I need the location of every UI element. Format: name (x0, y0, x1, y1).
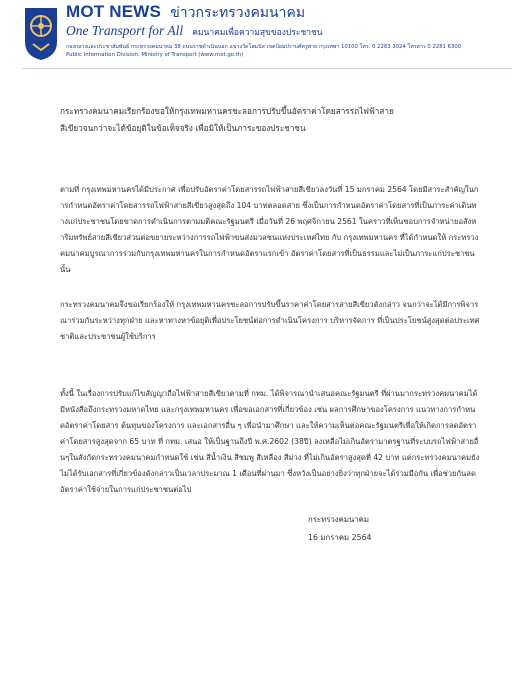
paragraph-2: กระทรวงคมนาคมจึงขอเรียกร้องให้ กรุงเทพมหานครชะลอการปรับขึ้นราคาค่าโดยสารสายสีเขียวดังกล่าว จนกว่าจะได้มีการพิจารณาร่วมกันระหว่างทุกฝ่าย และหาทางหาข้อยุติเพื่อประโยชน์ต่อการดำเนินโครงการ บริหารจัดการ ที่เป็นประโยชน์สูงสุดต่อประเทศชาติและประชาชนผู้ใช้บริการ (60, 300, 480, 341)
letterhead (0, 0, 526, 70)
brand-title: MOT NEWS (66, 2, 162, 21)
tagline: One Transport for All (66, 23, 184, 38)
paragraph-3: ทั้งนี้ ในเรื่องการปรับแก้ไขสัญญาถือไฟฟ้าสายสีเขียวตามที่ กทม. ได้พิจารณานำเสนอคณะรัฐมนตรี ที่ผ่านมากระทรวงคมนาคมได้มีหนังสือถึงกระทรวงมหาดไทย และกรุงเทพมหานคร เพื่อขอเอกสารที่เกี่ยวข้อง เช่น ผลการศึกษาของโครงการ แนวทางการกำหนดอัตราค่าโดยสาร ต้นทุนของโครงการ และเอกสารอื่น ๆ เพื่อนำมาศึกษา และให้ความเห็นต่อคณะรัฐมนตรีเพื่อให้เกิดการลดอัตราค่าโดยสารสูงสุดจาก 65 บาท ที่ กทม. เสนอ ให้เป็นฐานถึงปี พ.ศ.2602 (38ปี) ลงเหลือไม่เกินอัตรามาตรฐานที่ระบบรถไฟฟ้าสายอื่นๆในสังกัดกระทรวงคมนาคมกำหนดใช้ เช่น สีน้ำเงิน สีชมพู สีเหลือง สีม่วง ที่ไม่เกินอัตราสูงสุดที่ 42 บาท แต่กระทรวงคมนาคมยังไม่ได้รับเอกสารที่เกี่ยวข้องดังกล่าวเป็นเวลาประมาณ 1 เดือนที่ผ่านมา ซึ่งหวังเป็นอย่างยิ่งว่าทุกฝ่ายจะได้ร่วมมือกัน เพื่อช่วยกันลดอัตราค่าใช้จ่ายในการแก่ประชาชนต่อไป (60, 389, 480, 494)
paragraph-1: ตามที่ กรุงเทพมหานครได้มีประกาศ เพื่อปรับอัตราค่าโดยสารรถไฟฟ้าสายสีเขียวลงวันที่ 15 มกราคม 2564 โดยมีสาระสำคัญในการกำหนดอัตราค่าโดยสารรถไฟฟ้าสายสีเขียวสูงสุดถึง 104 บาทตลอดสาย ซึ่งเป็นการกำหนดอัตราค่าโดยสารที่เป็นภาระค่าเดินทางแก่ประชาชนโดยขาดการดำเนินการตามมติคณะรัฐมนตรี เมื่อวันที่ 26 พฤศจิกายน 2561 ในคราวที่เห็นชอบการจำหน่ายอสังหาริมทรัพย์สายสีเขียวส่วนต่อขยายระหว่างการรถไฟฟ้าขนส่งมวลชนแห่งประเทศไทย กับ กรุงเทพมหานคร ที่ได้กำหนดให้ กระทรวงคมนาคมบูรณาการร่วมกับกรุงเทพมหานครในการกำหนดอัตราแรกเข้า อัตราค่าโดยสารที่เป็นธรรมและไม่เป็นภาระแก่ประชาชน นั้น (60, 185, 479, 274)
signature-organization: กระทรวงคมนาคม (308, 515, 370, 524)
office-address: กองกลางและประชาสัมพันธ์ กระทรวงคมนาคม 38 ถนนราชดำเนินนอก แขวงวัดโสมนัส เขตป้อมปราบศัตรูพ่าย กรุงเทพฯ 10100 โทร. 0 2283 3024 โทรสาร 0 2281 6300 (66, 44, 462, 50)
subject-heading (60, 103, 480, 137)
header-divider (22, 68, 512, 69)
subject-line-1: กระทรวงคมนาคมเรียกร้องขอให้กรุงเทพมหานครชะลอการปรับขึ้นอัตราค่าโดยสารรถไฟฟ้าสาย (60, 106, 394, 116)
brand-subtitle: ข่าวกระทรวงคมนาคม (170, 4, 306, 20)
signature-date: 16 มกราคม 2564 (308, 533, 372, 542)
ministry-of-transport-emblem-icon (22, 4, 60, 62)
subject-line-2: สีเขียวจนกว่าจะได้ข้อยุติในข้อเท็จจริง เพื่อมิให้เป็นภาระของประชาชน (60, 123, 306, 133)
division-line: Public Information Division, Ministry of Transport (www.mot.go.th) (66, 52, 244, 58)
brand-block (66, 3, 461, 59)
tagline-thai: คมนาคมเพื่อความสุขของประชาชน (192, 28, 323, 38)
